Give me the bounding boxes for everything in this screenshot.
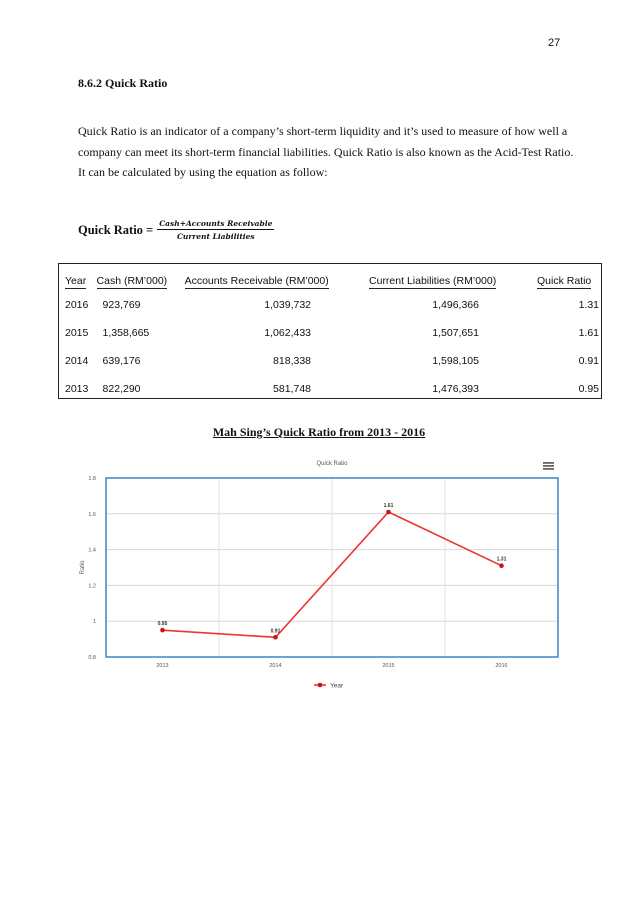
table-row <box>65 290 601 318</box>
section-title: 8.6.2 Quick Ratio <box>78 76 168 90</box>
x-tick-label: 2014 <box>269 663 282 669</box>
header-current-liabilities: Current Liabilities (RM’000) <box>369 275 497 287</box>
cell-quick-ratio: 0.95 <box>578 383 599 395</box>
chart-title: Quick Ratio <box>316 461 348 467</box>
chart-heading: Mah Sing’s Quick Ratio from 2013 - 2016 <box>212 425 426 439</box>
y-tick-label: 1.4 <box>88 547 96 554</box>
data-label: 0.91 <box>270 628 281 635</box>
data-point <box>273 635 278 640</box>
formula-denominator: Current Liabilities <box>176 232 255 241</box>
x-tick-label: 2013 <box>156 663 169 669</box>
cell-current-liabilities: 1,496,366 <box>432 299 479 311</box>
table-header-row <box>65 272 601 290</box>
quick-ratio-table-box <box>58 263 602 399</box>
legend-label[interactable]: Year <box>330 682 344 690</box>
chart-svg <box>60 455 580 695</box>
body-paragraph <box>78 121 578 183</box>
table-row <box>65 346 601 374</box>
y-tick-label: 1.2 <box>88 583 96 590</box>
y-tick-label: 0.8 <box>88 655 96 661</box>
quick-ratio-formula <box>78 219 274 241</box>
paragraph-line: Quick Ratio is an indicator of a company’s short-term liquidity and it’s used to measure of how well a <box>78 124 568 138</box>
cell-year: 2013 <box>65 383 89 395</box>
cell-cash: 1,358,665 <box>102 327 150 339</box>
table-row <box>65 318 601 346</box>
cell-accounts-receivable: 818,338 <box>273 355 312 367</box>
data-point <box>499 563 504 568</box>
cell-year: 2016 <box>65 299 89 311</box>
cell-year: 2015 <box>65 327 89 339</box>
y-axis-label: Ratio <box>80 560 86 575</box>
data-point <box>386 510 391 515</box>
cell-quick-ratio: 1.31 <box>578 299 599 311</box>
cell-quick-ratio: 1.61 <box>578 327 599 339</box>
formula-numerator: Cash+Accounts Receivable <box>159 219 273 228</box>
cell-accounts-receivable: 1,039,732 <box>264 299 312 311</box>
y-tick-label: 1.6 <box>88 511 96 518</box>
legend-marker <box>318 683 323 688</box>
cell-current-liabilities: 1,476,393 <box>432 383 479 395</box>
header-quick-ratio: Quick Ratio <box>536 275 592 287</box>
paragraph-line: company can meet its short-term financial liabilities. Quick Ratio is also known as the Acid-Test Ratio. <box>78 144 574 159</box>
page-number: 27 <box>548 37 561 49</box>
formula-label: Quick Ratio = <box>78 222 154 237</box>
hamburger-menu-icon[interactable] <box>543 465 554 467</box>
x-tick-label: 2015 <box>382 663 395 669</box>
cell-cash: 923,769 <box>102 299 141 311</box>
header-year: Year <box>65 275 87 287</box>
cell-accounts-receivable: 1,062,433 <box>264 327 312 339</box>
cell-cash: 822,290 <box>102 383 141 395</box>
paragraph-line: It can be calculated by using the equation as follow: <box>78 165 328 179</box>
header-accounts-receivable: Accounts Receivable (RM’000) <box>184 275 329 287</box>
cell-current-liabilities: 1,598,105 <box>432 355 479 367</box>
cell-quick-ratio: 0.91 <box>578 355 599 367</box>
data-label: 0.95 <box>157 621 168 628</box>
cell-cash: 639,176 <box>102 355 141 367</box>
x-tick-label: 2016 <box>495 663 508 669</box>
table-row <box>65 374 601 402</box>
cell-year: 2014 <box>65 355 89 367</box>
quick-ratio-table <box>65 272 601 402</box>
hamburger-menu-icon[interactable] <box>543 462 554 464</box>
quick-ratio-chart <box>60 455 580 695</box>
hamburger-menu-icon[interactable] <box>543 468 554 470</box>
cell-accounts-receivable: 581,748 <box>273 383 312 395</box>
data-point <box>160 628 165 633</box>
data-label: 1.31 <box>496 556 507 563</box>
cell-current-liabilities: 1,507,651 <box>432 327 479 339</box>
y-tick-label: 1.8 <box>88 476 96 482</box>
header-cash: Cash (RM’000) <box>96 275 168 287</box>
data-label: 1.61 <box>383 503 394 510</box>
formula-fraction <box>157 219 274 241</box>
y-tick-label: 1 <box>92 619 96 626</box>
